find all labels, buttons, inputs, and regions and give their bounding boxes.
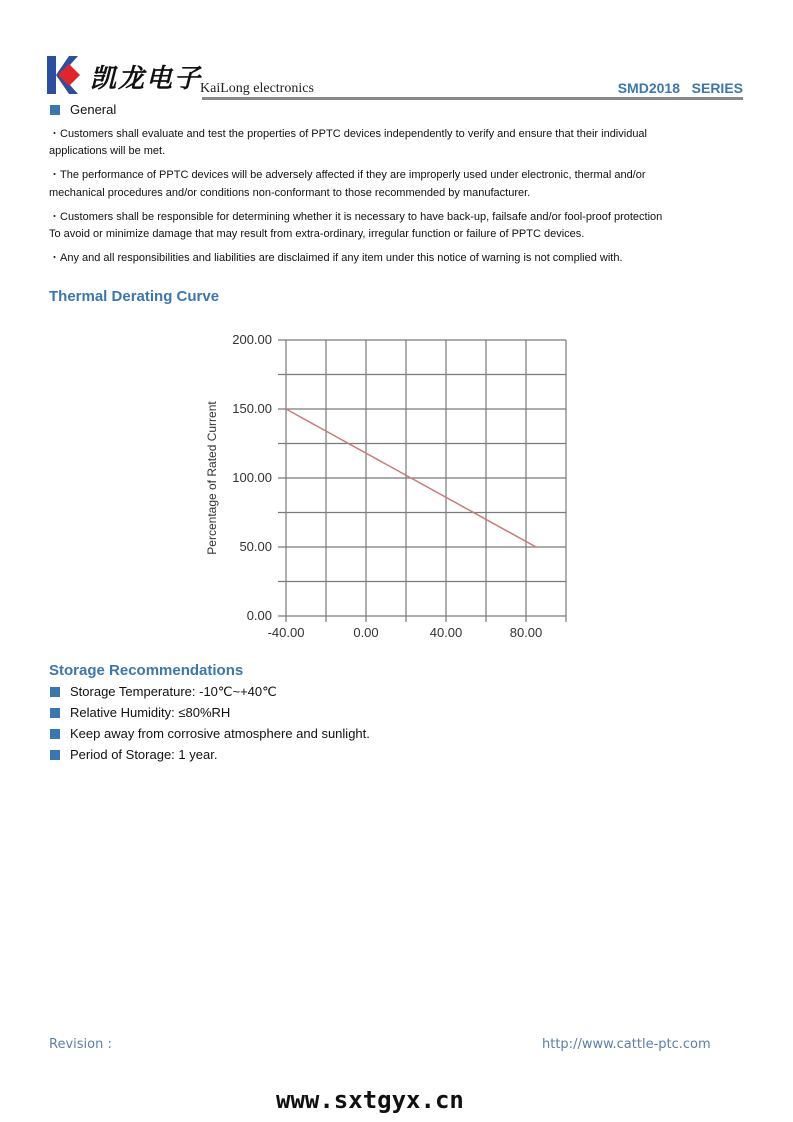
x-tick-label: 0.00 [353, 625, 379, 640]
y-tick-label: 50.00 [239, 539, 272, 554]
storage-item [50, 747, 217, 762]
square-bullet-icon [50, 708, 60, 718]
thermal-heading: Thermal Derating Curve [49, 288, 220, 305]
storage-item-text: Period of Storage: 1 year. [70, 747, 218, 762]
storage-item-text: Storage Temperature: -10℃~+40℃ [70, 684, 277, 699]
series-label: SMD2018 SERIES [617, 80, 743, 96]
x-tick-label: -40.00 [267, 625, 305, 640]
general-title: General [70, 102, 117, 117]
storage-heading: Storage Recommendations [49, 662, 244, 679]
general-line: ・Customers shall evaluate and test the properties of PPTC devices independently to verify and ensure that their individual [49, 128, 647, 140]
y-axis-label: Percentage of Rated Current [205, 401, 219, 555]
square-bullet-icon [50, 729, 60, 739]
storage-item-text: Relative Humidity: ≤80%RH [70, 705, 231, 720]
y-tick-label: 0.00 [246, 608, 272, 623]
general-line: ・The performance of PPTC devices will be adversely affected if they are improperly used under electronic, thermal and/or [49, 169, 646, 181]
website-link[interactable]: http://www.cattle-ptc.com [542, 1037, 711, 1052]
storage-item [50, 684, 277, 700]
x-tick-label: 40.00 [429, 625, 463, 640]
storage-item [50, 705, 230, 720]
general-line: ・Customers shall be responsible for determining whether it is necessary to have back-up, failsafe and/or fool-proof protection [49, 211, 663, 223]
y-tick-label: 200.00 [232, 332, 272, 347]
y-tick-label: 100.00 [232, 470, 272, 485]
general-line: To avoid or minimize damage that may result from extra-ordinary, irregular function or failure of PPTC devices. [49, 228, 585, 240]
company-name-en: KaiLong electronics [200, 81, 314, 96]
general-line: ・Any and all responsibilities and liabilities are disclaimed if any item under this notice of warning is not complied with. [49, 252, 623, 264]
storage-item-text: Keep away from corrosive atmosphere and sunlight. [70, 726, 370, 741]
revision-label: Revision : [49, 1037, 112, 1052]
square-bullet-icon [50, 750, 60, 760]
x-tick-label: 80.00 [509, 625, 543, 640]
storage-item [50, 726, 370, 741]
watermark-text: www.sxtgyx.cn [276, 1086, 464, 1114]
y-tick-label: 150.00 [232, 401, 272, 416]
general-line: mechanical procedures and/or conditions non-conformant to those recommended by manufacturer. [49, 187, 531, 199]
square-bullet-icon [50, 687, 60, 697]
company-name-cn: 凯龙电子 [90, 64, 203, 94]
general-line: applications will be met. [49, 145, 166, 157]
